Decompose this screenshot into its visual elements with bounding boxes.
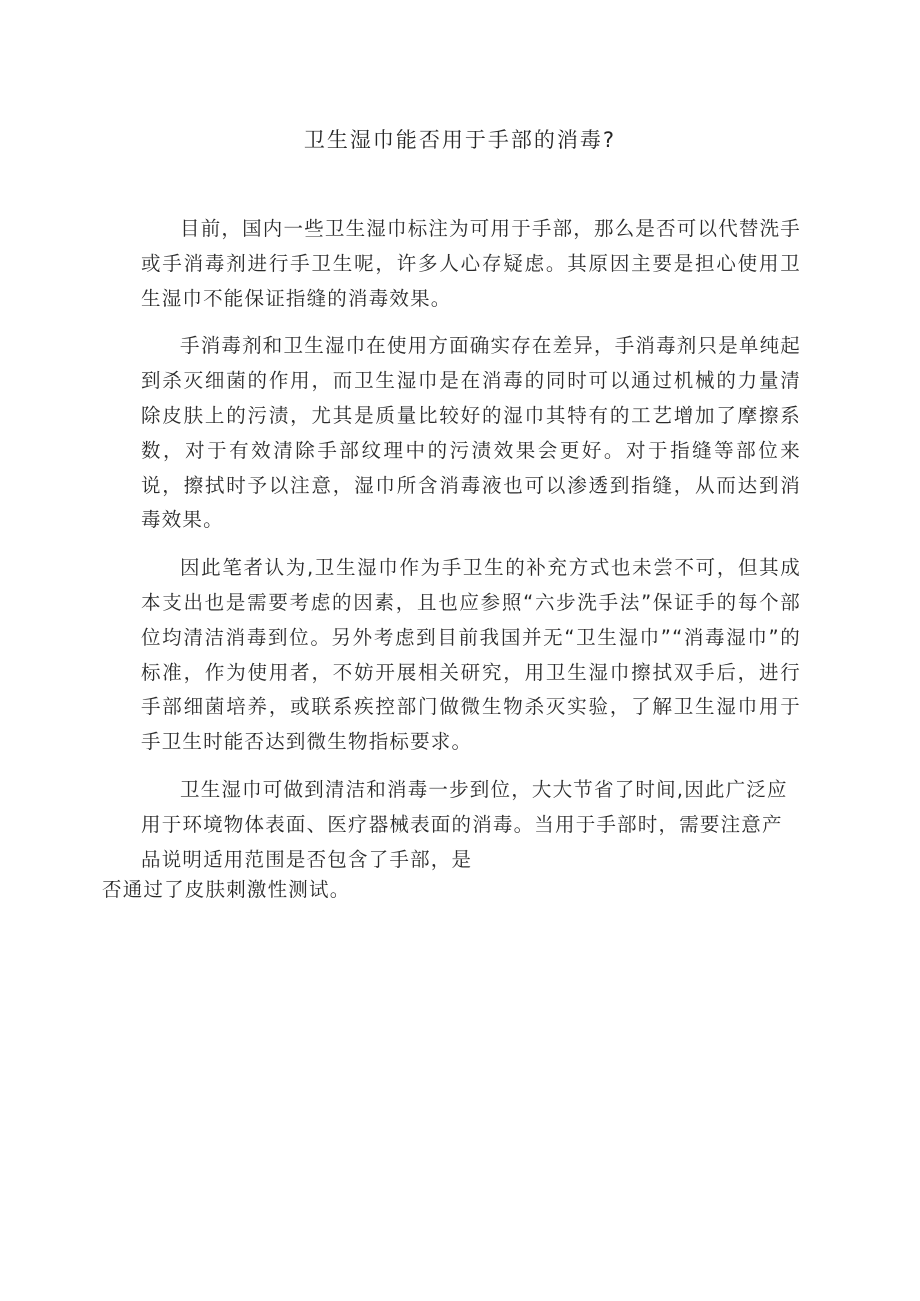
- paragraph-1: 目前，国内一些卫生湿巾标注为可用于手部，那么是否可以代替洗手或手消毒剂进行手卫生呢，许多人心存疑虑。其原因主要是担心使用卫生湿巾不能保证指缝的消毒效果。: [141, 217, 802, 310]
- document-body: [102, 212, 802, 908]
- paragraph-2: 手消毒剂和卫生湿巾在使用方面确实存在差异，手消毒剂只是单纯起到杀灭细菌的作用，而卫生湿巾是在消毒的同时可以通过机械的力量清除皮肤上的污渍，尤其是质量比较好的湿巾其特有的工艺增加了摩擦系数，对于有效清除手部纹理中的污渍效果会更好。对于指缝等部位来说，擦拭时予以注意，湿巾所含消毒液也可以渗透到指缝，从而达到消毒效果。: [141, 334, 802, 532]
- document-title: 卫生湿巾能否用于手部的消毒?: [303, 128, 617, 152]
- paragraph-3: 因此笔者认为,卫生湿巾作为手卫生的补充方式也未尝不可，但其成本支出也是需要考虑的因素，且也应参照“六步洗手法”保证手的每个部位均清洁消毒到位。另外考虑到目前我国并无“卫生湿巾”“消毒湿巾”的标准，作为使用者，不妨开展相关研究，用卫生湿巾擦拭双手后，进行手部细菌培养，或联系疾控部门做微生物杀灭实验，了解卫生湿巾用于手卫生时能否达到微生物指标要求。: [141, 556, 801, 754]
- paragraph-4: [102, 773, 801, 908]
- paragraph-4-main: 卫生湿巾可做到清洁和消毒一步到位，大大节省了时间,因此广泛应用于环境物体表面、医疗器械表面的消毒。当用于手部时，需要注意产品说明适用范围是否包含了手部，是: [141, 777, 788, 871]
- paragraph-4-tail: 否通过了皮肤刺激性测试。: [102, 878, 351, 902]
